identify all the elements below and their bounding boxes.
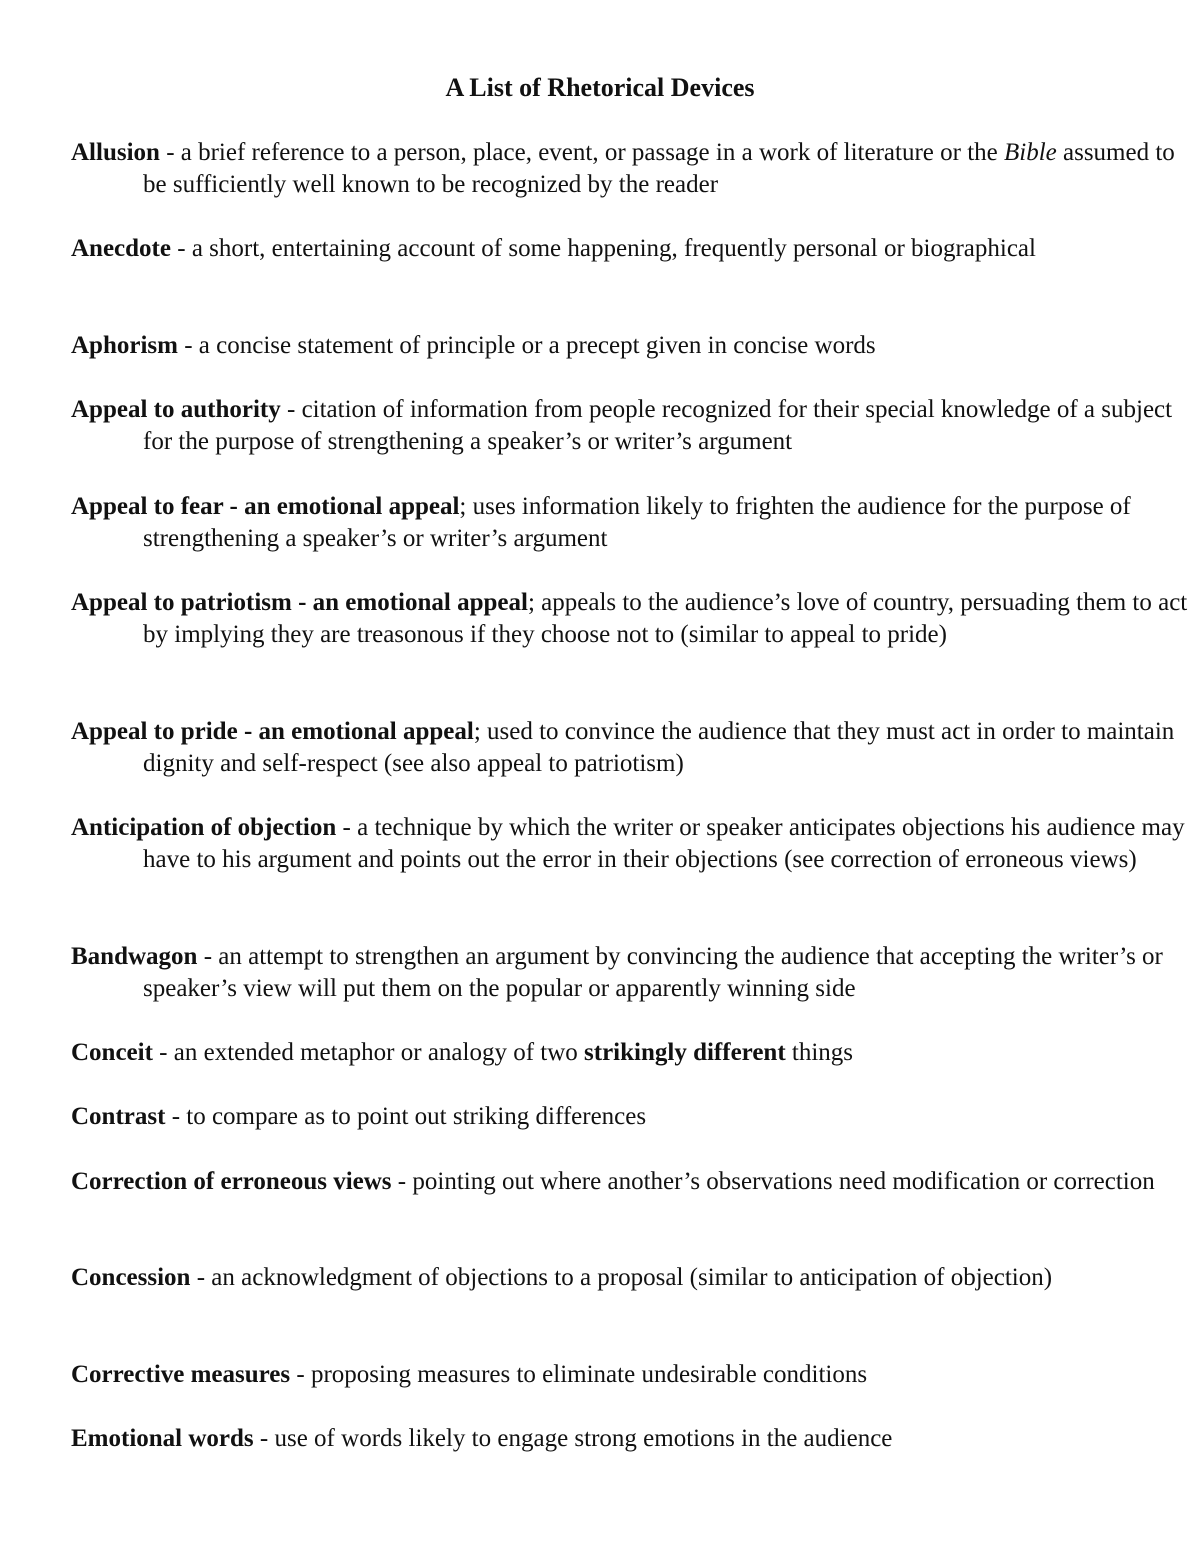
entry-term: Emotional words [71,1425,254,1452]
entry-definition: pointing out where another’s observations need modification or correction [412,1168,1155,1195]
entry-definition: to compare as to point out striking differences [186,1103,647,1130]
entry-appeal-to-patriotism [71,587,1200,651]
entry-term: Anecdote [71,235,171,262]
entry-definition: ; used to convince the audience that they must act in order to maintain dignity and self-respect (see also appeal to patriotism) [143,718,1175,777]
entry-bandwagon [71,941,1200,1005]
entry-concession [71,1262,1200,1294]
entry-term: Concession [71,1264,191,1291]
entry-separator: - [336,814,358,841]
entry-correction-of-erroneous-views [71,1166,1200,1198]
entry-term: Appeal to pride [71,718,238,745]
entry-separator: - [152,1039,174,1066]
entry-term: Conceit [71,1039,153,1066]
entry-definition: a technique by which the writer or speaker anticipates objections his audience may have to his argument and points out the error in their objections (see correction of erroneous views) [143,814,1185,873]
entry-definition: assumed to be sufficiently well known to be recognized by the reader [143,139,1175,198]
entry-term: Appeal to patriotism [71,589,292,616]
entry-bold-phrase: an emotional appeal [258,718,474,745]
entry-separator: - [197,943,219,970]
entry-term: Corrective measures [71,1361,291,1388]
entry-definition: citation of information from people recognized for their special knowledge of a subject for the purpose of strengthening a speaker’s or writer’s argument [143,396,1173,455]
entry-corrective-measures [71,1359,1200,1391]
entry-term: Aphorism [71,332,178,359]
entry-definition: proposing measures to eliminate undesirable conditions [310,1361,868,1388]
entry-separator: - [290,1361,311,1388]
entry-separator: - [165,1103,187,1130]
entry-definition: a short, entertaining account of some happening, frequently personal or biographical [191,235,1036,262]
entry-definition: a brief reference to a person, place, event, or passage in a work of literature or the [180,139,1004,166]
entry-appeal-to-authority [71,394,1200,458]
entry-anecdote [71,233,1200,265]
entry-definition: an acknowledgment of objections to a proposal (similar to anticipation of objection) [211,1264,1053,1291]
entry-definition: ; uses information likely to frighten the audience for the purpose of strengthening a speaker’s or writer’s argument [143,493,1131,552]
entry-separator: - [190,1264,212,1291]
entry-bold-inline: strikingly different [584,1039,786,1066]
entry-separator: - [177,332,199,359]
entry-definition: an attempt to strengthen an argument by convincing the audience that accepting the writer’s or speaker’s view will put them on the popular or apparently winning side [143,943,1163,1002]
entry-separator: - [159,139,181,166]
entry-term: Contrast [71,1103,166,1130]
entry-term: Anticipation of objection [71,814,337,841]
entry-separator: - [170,235,192,262]
entry-bold-phrase: an emotional appeal [244,493,460,520]
entry-allusion [71,137,1200,201]
entry-separator: - [223,493,245,520]
entry-separator: - [280,396,302,423]
entry-appeal-to-pride [71,716,1200,780]
entry-definition-italic: Bible [1003,139,1057,166]
entry-separator: - [253,1425,275,1452]
entry-definition: things [785,1039,854,1066]
page-title: A List of Rhetorical Devices [445,73,755,102]
entry-contrast [71,1101,1200,1133]
entry-bold-phrase: an emotional appeal [312,589,528,616]
entry-definition: a concise statement of principle or a precept given in concise words [198,332,876,359]
entry-aphorism [71,330,1200,362]
entry-definition: ; appeals to the audience’s love of country, persuading them to act by implying they are treasonous if they choose not to (similar to appeal to pride) [143,589,1188,648]
entry-anticipation-of-objection [71,812,1200,876]
entry-separator: - [291,589,313,616]
entry-emotional-words [71,1423,1200,1455]
entry-definition: an extended metaphor or analogy of two [173,1039,585,1066]
entry-term: Appeal to authority [71,396,281,423]
entry-term: Correction of erroneous views [71,1168,392,1195]
entry-separator: - [391,1168,413,1195]
entry-term: Appeal to fear [71,493,224,520]
entry-term: Allusion [71,139,160,166]
entry-appeal-to-fear [71,491,1200,555]
entry-definition: use of words likely to engage strong emotions in the audience [274,1425,893,1452]
entry-separator: - [237,718,259,745]
entry-conceit [71,1037,1200,1069]
entry-term: Bandwagon [71,943,198,970]
